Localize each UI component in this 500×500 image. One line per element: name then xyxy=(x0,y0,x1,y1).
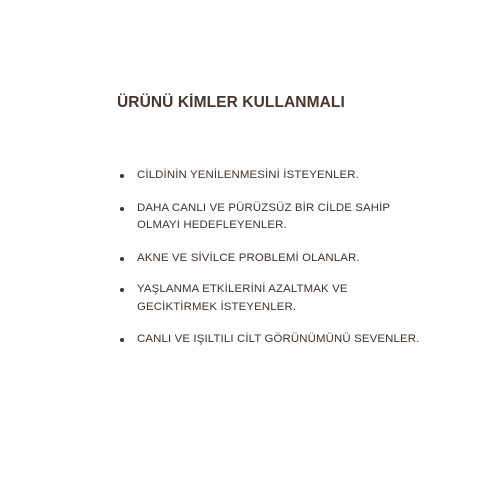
bullet-icon xyxy=(120,257,124,261)
section-heading: ÜRÜNÜ KİMLER KULLANMALI xyxy=(117,94,345,111)
list-item-text: YAŞLANMA ETKİLERİNİ AZALTMAK VE xyxy=(137,283,348,295)
bullet-icon xyxy=(120,338,124,342)
bullet-icon xyxy=(120,288,124,292)
list-item-text: GECİKTİRMEK İSTEYENLER. xyxy=(137,300,297,313)
list-item xyxy=(116,281,416,316)
list-item-text: DAHA CANLI VE PÜRÜZSÜZ BİR CİLDE SAHİP xyxy=(137,201,391,214)
list-item-text: CANLI VE IŞILTILI CİLT GÖRÜNÜMÜNÜ SEVENLER. xyxy=(137,333,420,345)
list-item-text: OLMAYI HEDEFLEYENLER. xyxy=(137,219,287,231)
list-item xyxy=(116,167,416,185)
list-item xyxy=(116,250,416,268)
bullet-icon xyxy=(120,207,124,211)
list-item-text: CİLDİNİN YENİLENMESİNİ İSTEYENLER. xyxy=(137,169,359,181)
list-item-text: AKNE VE SİVİLCE PROBLEMİ OLANLAR. xyxy=(137,251,360,264)
target-audience-list xyxy=(116,167,420,349)
list-item xyxy=(116,200,416,235)
list-item xyxy=(116,331,420,349)
bullet-icon xyxy=(120,174,124,178)
